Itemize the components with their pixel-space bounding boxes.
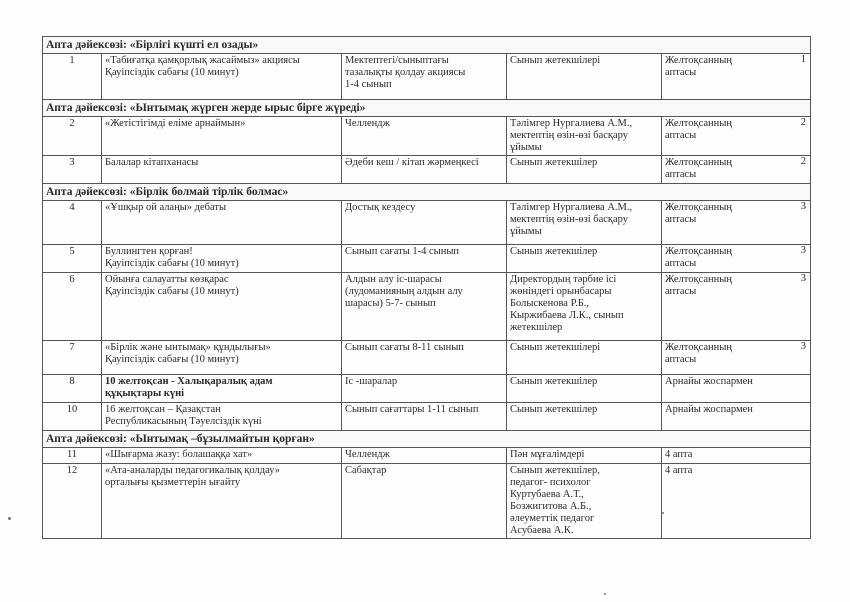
row-number: 1	[43, 54, 102, 100]
cell-line: Арнайы жоспармен	[665, 404, 753, 415]
responsible-cell	[507, 448, 662, 464]
cell-line: «Ұшқыр ой алаңы» дебаты	[105, 202, 227, 213]
cell-line: аптасы	[665, 67, 697, 78]
week-number: 3	[800, 245, 806, 256]
event-form-cell	[342, 201, 507, 245]
cell-line: Сынып сағаттары 1-11 сынып	[345, 404, 479, 415]
week-cell	[662, 273, 811, 341]
cell-line: Желтоқсанның	[665, 342, 732, 353]
cell-line: Балалар кітапханасы	[105, 157, 199, 168]
table-row	[43, 375, 811, 403]
cell-line: Ойынға салауатты көзқарас	[105, 274, 229, 285]
row-number: 4	[43, 201, 102, 245]
event-name-cell	[102, 117, 342, 156]
cell-line: Қауіпсіздік сабағы (10 минут)	[105, 258, 239, 269]
row-number: 3	[43, 156, 102, 184]
row-number: 5	[43, 245, 102, 273]
event-form-cell	[342, 448, 507, 464]
week-cell	[662, 156, 811, 184]
cell-line: 1-4 сынып	[345, 79, 392, 90]
cell-line: Желтоқсанның	[665, 55, 732, 66]
cell-line: аптасы	[665, 130, 697, 141]
cell-line: (лудоманияның алдын алу	[345, 286, 463, 297]
cell-line: жетекшілер	[510, 322, 563, 333]
responsible-cell	[507, 201, 662, 245]
cell-line: Тәлімгер Нургалиева А.М.,	[510, 202, 633, 213]
cell-line: Қауіпсіздік сабағы (10 минут)	[105, 286, 239, 297]
cell-line: Болыскенова Р.Б.,	[510, 298, 590, 309]
cell-line: Желтоқсанның	[665, 274, 732, 285]
cell-line: орталығы қызметтерін ығайту	[105, 477, 241, 488]
cell-line: Сабақтар	[345, 465, 387, 476]
cell-line: аптасы	[665, 354, 697, 365]
cell-line: педагог- психолог	[510, 477, 591, 488]
event-form-cell	[342, 375, 507, 403]
cell-line: Сынып жетекшілері	[510, 55, 601, 66]
section-quote-text: «Ынтымақ –бұзылмайтын қорған»	[129, 433, 315, 445]
week-cell	[662, 464, 811, 539]
scan-speck	[8, 517, 11, 520]
cell-line: «Жетістігімді еліме арнаймын»	[105, 118, 246, 129]
cell-line: Челлендж	[345, 118, 390, 129]
week-cell	[662, 341, 811, 375]
week-cell	[662, 54, 811, 100]
cell-line: Пән мұғалімдері	[510, 449, 585, 460]
section-header-row	[43, 37, 811, 54]
cell-line: тазалықты қолдау акциясы	[345, 67, 466, 78]
responsible-cell	[507, 245, 662, 273]
cell-line: 4 апта	[665, 465, 693, 476]
responsible-cell	[507, 403, 662, 431]
cell-line: жөніндегі орынбасары	[510, 286, 612, 297]
cell-line: аптасы	[665, 258, 697, 269]
responsible-cell	[507, 117, 662, 156]
cell-line: Сынып жетекшілер	[510, 246, 598, 257]
row-number: 10	[43, 403, 102, 431]
event-name-cell	[102, 156, 342, 184]
cell-line: Алдын алу іс-шарасы	[345, 274, 442, 285]
cell-line: Тәлімгер Нургалиева А.М.,	[510, 118, 633, 129]
cell-line: аптасы	[665, 214, 697, 225]
section-quote	[43, 431, 811, 448]
cell-line: Кыржибаева Л.К., сынып	[510, 310, 624, 321]
cell-line: Бозжигитова А.Б.,	[510, 501, 592, 512]
cell-line: 16 желтоқсан – Қазақстан	[105, 404, 221, 415]
event-form-cell	[342, 117, 507, 156]
event-form-cell	[342, 273, 507, 341]
section-prefix: Апта дәйексөзі:	[46, 186, 127, 198]
cell-line: Арнайы жоспармен	[665, 376, 753, 387]
week-cell	[662, 403, 811, 431]
week-cell	[662, 448, 811, 464]
events-table	[42, 36, 811, 539]
cell-line: шарасы) 5-7- сынып	[345, 298, 436, 309]
responsible-cell	[507, 156, 662, 184]
responsible-cell	[507, 341, 662, 375]
scan-speck	[662, 512, 664, 514]
section-quote	[43, 37, 811, 54]
event-name-cell	[102, 201, 342, 245]
section-quote	[43, 184, 811, 201]
table-row	[43, 245, 811, 273]
week-number: 3	[800, 201, 806, 212]
cell-line: құқықтары күні	[105, 388, 185, 399]
cell-line: Достық кездесу	[345, 202, 416, 213]
row-number: 8	[43, 375, 102, 403]
cell-line: Сынып жетекшілері	[510, 342, 601, 353]
event-form-cell	[342, 403, 507, 431]
cell-line: Сынып жетекшілер	[510, 157, 598, 168]
cell-line: ұйымы	[510, 142, 542, 153]
week-number: 3	[800, 341, 806, 352]
cell-line: Асубаева А.К.	[510, 525, 574, 536]
event-name-cell	[102, 375, 342, 403]
week-cell	[662, 201, 811, 245]
cell-line: мектептің өзін-өзі басқару	[510, 214, 629, 225]
section-quote-text: «Бірлігі күшті ел озады»	[129, 39, 259, 51]
section-prefix: Апта дәйексөзі:	[46, 39, 127, 51]
responsible-cell	[507, 54, 662, 100]
cell-line: Челлендж	[345, 449, 390, 460]
cell-line: Директордың тәрбие ісі	[510, 274, 617, 285]
cell-line: аптасы	[665, 286, 697, 297]
section-header-row	[43, 100, 811, 117]
cell-line: ұйымы	[510, 226, 542, 237]
responsible-cell	[507, 273, 662, 341]
cell-line: Республикасының Тәуелсіздік күні	[105, 416, 262, 427]
row-number: 7	[43, 341, 102, 375]
event-name-cell	[102, 448, 342, 464]
table-row	[43, 117, 811, 156]
table-row	[43, 464, 811, 539]
cell-line: Сынып жетекшілер,	[510, 465, 600, 476]
section-header-row	[43, 431, 811, 448]
table-row	[43, 273, 811, 341]
week-cell	[662, 117, 811, 156]
cell-line: «Шығарма жазу: болашаққа хат»	[105, 449, 253, 460]
event-name-cell	[102, 341, 342, 375]
cell-line: 4 апта	[665, 449, 693, 460]
cell-line: аптасы	[665, 169, 697, 180]
event-name-cell	[102, 245, 342, 273]
cell-line: Желтоқсанның	[665, 118, 732, 129]
event-form-cell	[342, 54, 507, 100]
section-prefix: Апта дәйексөзі:	[46, 433, 127, 445]
event-form-cell	[342, 341, 507, 375]
cell-line: 10 желтоқсан - Халықаралық адам	[105, 376, 273, 387]
table-row	[43, 201, 811, 245]
section-quote	[43, 100, 811, 117]
event-name-cell	[102, 54, 342, 100]
week-number: 1	[800, 54, 806, 65]
cell-line: Буллингтен қорған!	[105, 246, 193, 257]
table-row	[43, 403, 811, 431]
cell-line: Әдеби кеш / кітап жәрмеңкесі	[345, 157, 479, 168]
cell-line: Мектептегі/сыныптағы	[345, 55, 449, 66]
cell-line: Іс -шаралар	[345, 376, 398, 387]
cell-line: әлеуметтік педагог	[510, 513, 595, 524]
week-number: 3	[800, 273, 806, 284]
event-form-cell	[342, 156, 507, 184]
table-row	[43, 341, 811, 375]
cell-line: Желтоқсанның	[665, 157, 732, 168]
responsible-cell	[507, 375, 662, 403]
cell-line: Сынып сағаты 1-4 сынып	[345, 246, 460, 257]
row-number: 2	[43, 117, 102, 156]
cell-line: «Табиғатқа қамқорлық жасаймыз» акциясы	[105, 55, 300, 66]
cell-line: Қауіпсіздік сабағы (10 минут)	[105, 67, 239, 78]
week-number: 2	[800, 156, 806, 167]
row-number: 12	[43, 464, 102, 539]
event-form-cell	[342, 464, 507, 539]
event-name-cell	[102, 403, 342, 431]
table-row	[43, 448, 811, 464]
cell-line: «Бірлік және ынтымақ» құндылығы»	[105, 342, 271, 353]
responsible-cell	[507, 464, 662, 539]
cell-line: Желтоқсанның	[665, 246, 732, 257]
table-row	[43, 156, 811, 184]
section-quote-text: «Ынтымақ жүрген жерде ырыс бірге жүреді»	[129, 102, 366, 114]
week-number: 2	[800, 117, 806, 128]
section-prefix: Апта дәйексөзі:	[46, 102, 127, 114]
section-header-row	[43, 184, 811, 201]
event-name-cell	[102, 464, 342, 539]
row-number: 6	[43, 273, 102, 341]
event-name-cell	[102, 273, 342, 341]
week-cell	[662, 245, 811, 273]
table-row	[43, 54, 811, 100]
scan-speck	[604, 593, 606, 595]
cell-line: мектептің өзін-өзі басқару	[510, 130, 629, 141]
cell-line: «Ата-аналарды педагогикалық қолдау»	[105, 465, 281, 476]
cell-line: Қауіпсіздік сабағы (10 минут)	[105, 354, 239, 365]
section-quote-text: «Бірлік болмай тірлік болмас»	[129, 186, 289, 198]
week-cell	[662, 375, 811, 403]
row-number: 11	[43, 448, 102, 464]
cell-line: Сынып жетекшілер	[510, 404, 598, 415]
cell-line: Сынып жетекшілер	[510, 376, 598, 387]
cell-line: Куртубаева А.Т.,	[510, 489, 584, 500]
event-form-cell	[342, 245, 507, 273]
cell-line: Сынып сағаты 8-11 сынып	[345, 342, 464, 353]
cell-line: Желтоқсанның	[665, 202, 732, 213]
